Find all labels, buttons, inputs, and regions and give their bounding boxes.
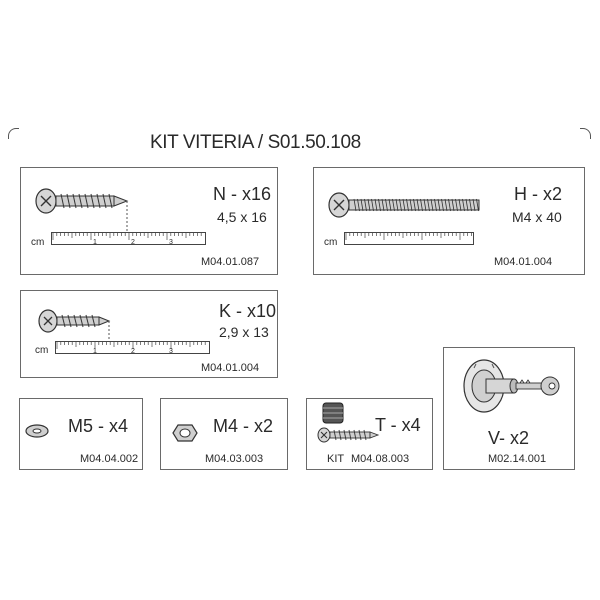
ruler-tick-label-1: 1 — [93, 348, 97, 355]
ruler-unit-label: cm — [324, 237, 338, 248]
item-code-v: M02.14.001 — [488, 453, 547, 465]
ruler — [344, 232, 474, 246]
item-name-v: V- x2 — [488, 428, 530, 448]
item-code-m5: M04.04.002 — [80, 453, 139, 465]
ruler-tick-label-3: 3 — [169, 348, 173, 355]
item-name-n: N - x16 — [213, 184, 272, 204]
item-kit-label-t: KIT — [327, 453, 345, 465]
item-box-n — [20, 167, 278, 275]
ruler-tick-label-3: 3 — [169, 239, 173, 246]
item-size-n: 4,5 x 16 — [217, 209, 267, 225]
page-title: KIT VITERIA / S01.50.108 — [150, 132, 361, 153]
item-name-h: H - x2 — [514, 184, 563, 204]
corner-bracket-left — [8, 128, 19, 139]
item-box-m4 — [160, 398, 288, 470]
item-code-m4: M04.03.003 — [205, 453, 264, 465]
ruler-unit-label: cm — [35, 345, 49, 356]
item-name-m4: M4 - x2 — [213, 416, 274, 436]
item-box-v — [443, 347, 575, 470]
item-name-k: K - x10 — [219, 301, 277, 321]
item-box-h — [313, 167, 585, 275]
item-code-k: M04.01.004 — [201, 362, 260, 374]
item-box-t — [306, 398, 433, 470]
washer-icon — [24, 422, 54, 442]
wood-screw-icon — [31, 178, 131, 228]
item-box-m5 — [19, 398, 143, 470]
item-name-m5: M5 - x4 — [68, 416, 129, 436]
corner-bracket-right — [580, 128, 591, 139]
ruler-tick-label-1: 1 — [93, 239, 97, 246]
item-name-t: T - x4 — [375, 415, 421, 435]
cam-lock-with-key-icon — [456, 354, 576, 424]
hex-nut-icon — [169, 421, 201, 445]
ruler-tick-label-2: 2 — [131, 239, 135, 246]
item-size-h: M4 x 40 — [512, 209, 562, 225]
ruler — [51, 232, 206, 246]
item-box-k — [20, 290, 278, 378]
item-code-h: M04.01.004 — [494, 256, 553, 268]
machine-bolt-icon — [324, 180, 484, 230]
item-code-n: M04.01.087 — [201, 256, 260, 268]
ruler-unit-label: cm — [31, 237, 45, 248]
ruler-tick-label-2: 2 — [131, 348, 135, 355]
item-code-t: M04.08.003 — [351, 453, 410, 465]
item-size-k: 2,9 x 13 — [219, 324, 269, 340]
